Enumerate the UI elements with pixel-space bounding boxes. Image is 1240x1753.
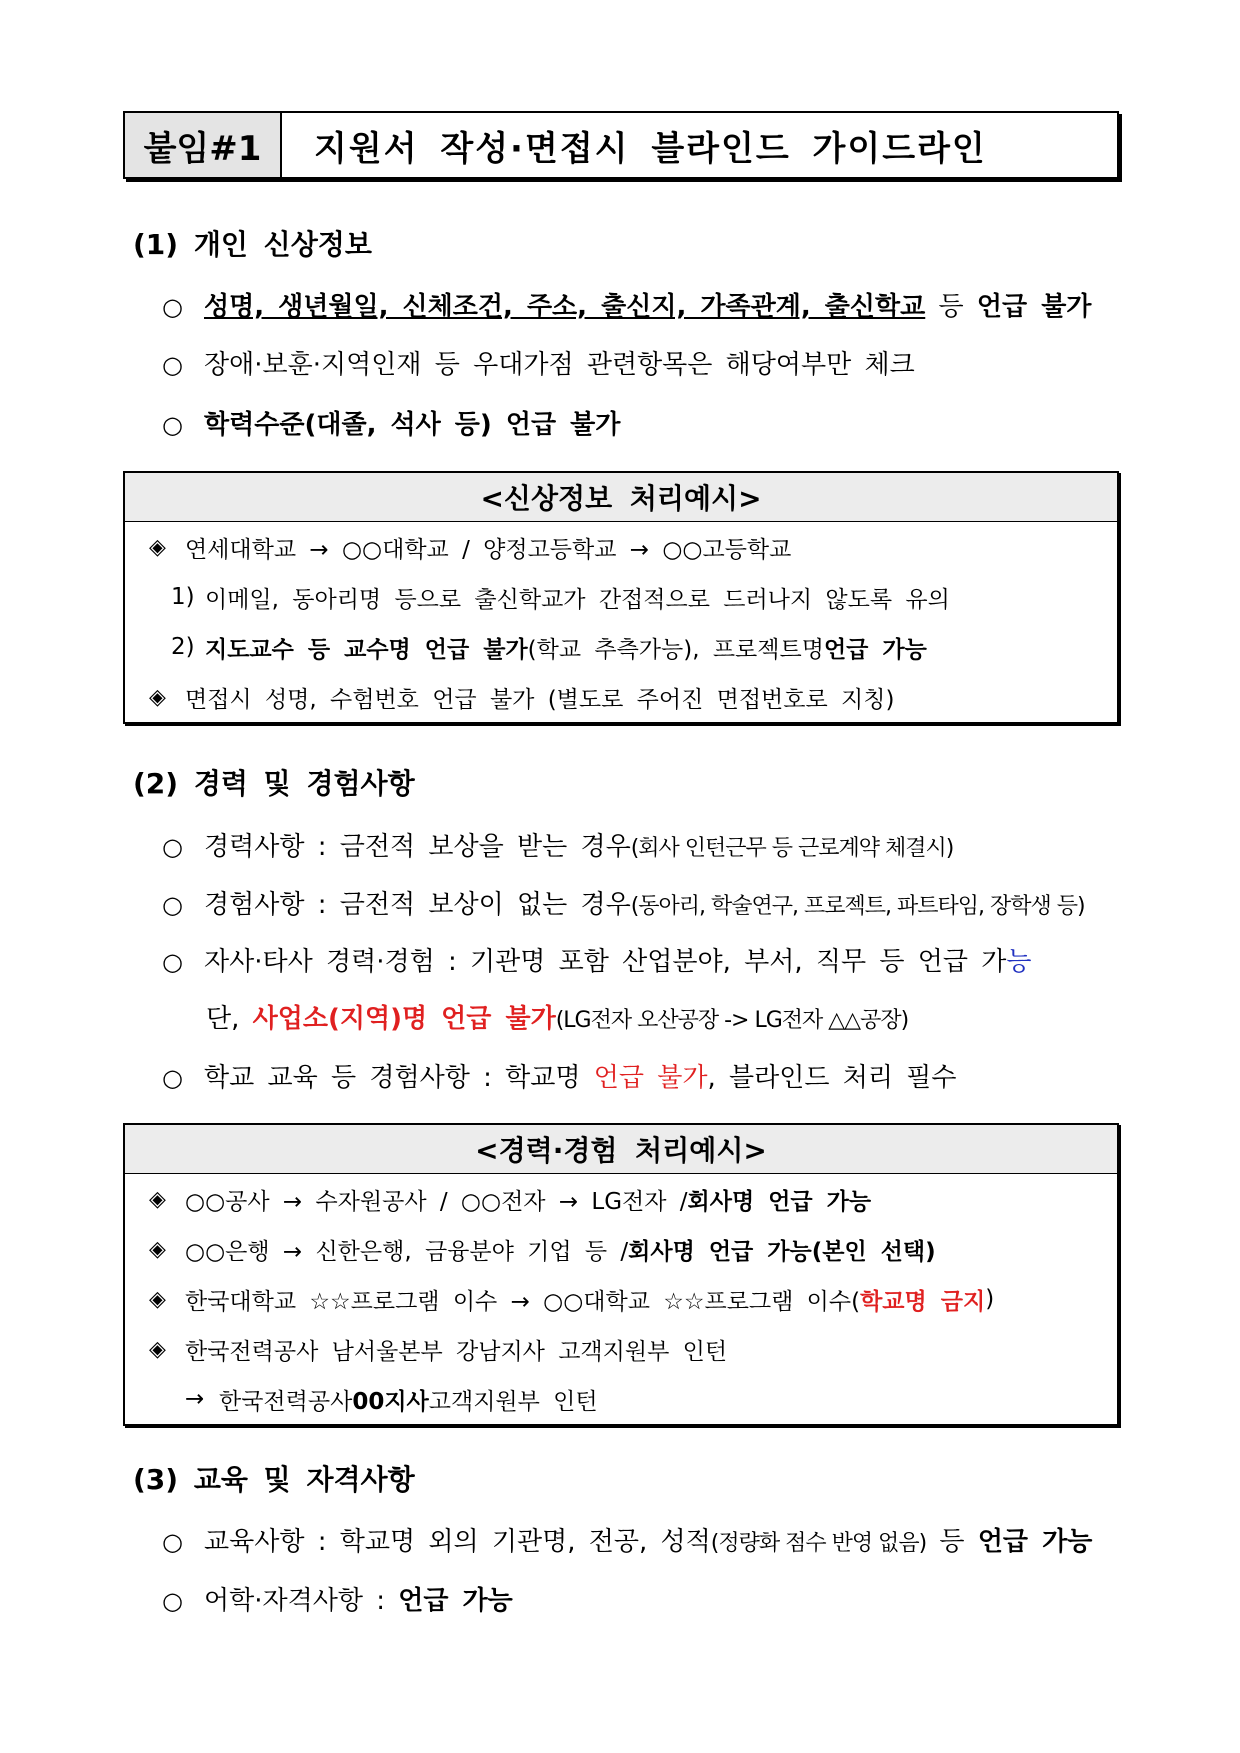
circle-bullet-icon: ○ [162,411,183,439]
circle-bullet-icon: ○ [162,948,183,976]
diamond-bullet-icon: ◈ [149,1336,166,1362]
attachment-tag: 붙임#1 [125,113,282,177]
document-title-box [123,111,1119,179]
example-line: 2) 지도교수 등 교수명 언급 불가 (학교 추측가능), 프로젝트명 언급 가능 [171,634,927,663]
example-line: ◈ ○○공사 → 수자원공사 / ○○전자 → LG전자 / 회사명 언급 가능 [149,1186,872,1215]
example-line: ◈ 한국전력공사 남서울본부 강남지사 고객지원부 인턴 [149,1336,728,1365]
section-2-title: (2) 경력 및 경험사항 [133,767,415,800]
example-box-title: <경력·경험 처리예시> [125,1125,1117,1174]
diamond-bullet-icon: ◈ [149,534,166,560]
example-line: ◈ 면접시 성명, 수험번호 언급 불가 (별도로 주어진 면접번호로 지칭) [149,684,895,713]
s2-bullet-3: ○ 자사·타사 경력·경험 : 기관명 포함 산업분야, 부서, 직무 등 언급 가능 [162,947,1032,977]
example-line: ◈ 연세대학교 → ○○대학교 / 양정고등학교 → ○○고등학교 [149,534,792,563]
personal-info-example-box [123,471,1119,724]
s2-bullet-4: ○ 학교 교육 등 경험사항 : 학교명 언급 불가, 블라인드 처리 필수 [162,1063,957,1093]
arrow-icon: → [185,1386,205,1412]
s1-bullet-1: ○ 성명, 생년월일, 신체조건, 주소, 출신지, 가족관계, 출신학교 등 언급 불가 [162,292,1092,322]
s3-bullet-2: ○ 어학·자격사항 : 언급 가능 [162,1586,513,1616]
example-line: ◈ 한국대학교 ☆☆프로그램 이수 → ○○대학교 ☆☆프로그램 이수( 학교명 금지 ) [149,1286,995,1315]
circle-bullet-icon: ○ [162,293,183,321]
circle-bullet-icon: ○ [162,1064,183,1092]
circle-bullet-icon: ○ [162,833,183,861]
diamond-bullet-icon: ◈ [149,1236,166,1262]
diamond-bullet-icon: ◈ [149,684,166,710]
circle-bullet-icon: ○ [162,1528,183,1556]
s1-bullet-3: ○ 학력수준(대졸, 석사 등) 언급 불가 [162,410,621,440]
circle-bullet-icon: ○ [162,891,183,919]
section-3-title: (3) 교육 및 자격사항 [133,1463,415,1496]
circle-bullet-icon: ○ [162,1587,183,1615]
example-line: → 한국전력공사 00지사 고객지원부 인턴 [185,1386,598,1415]
document-title: 지원서 작성·면접시 블라인드 가이드라인 [314,128,987,169]
section-1-title: (1) 개인 신상정보 [133,228,372,261]
diamond-bullet-icon: ◈ [149,1186,166,1212]
example-line: ◈ ○○은행 → 신한은행, 금융분야 기업 등 / 회사명 언급 가능(본인 선택) [149,1236,936,1265]
diamond-bullet-icon: ◈ [149,1286,166,1312]
career-example-box [123,1123,1119,1426]
s1-bullet-2: ○ 장애·보훈·지역인재 등 우대가점 관련항목은 해당여부만 체크 [162,350,915,380]
example-box-title: <신상정보 처리예시> [125,473,1117,522]
s2-bullet-3-note: 단, 사업소(지역)명 언급 불가(LG전자 오산공장 -> LG전자 △△공장) [206,1004,909,1034]
s3-bullet-1: ○ 교육사항 : 학교명 외의 기관명, 전공, 성적(정량화 점수 반영 없음) 등 언급 가능 [162,1527,1093,1557]
circle-bullet-icon: ○ [162,351,183,379]
s2-bullet-2: ○ 경험사항 : 금전적 보상이 없는 경우(동아리, 학술연구, 프로젝트, 파트타임, 장학생 등) [162,890,1085,920]
example-line: 1) 이메일, 동아리명 등으로 출신학교가 간접적으로 드러나지 않도록 유의 [171,584,950,613]
s2-bullet-1: ○ 경력사항 : 금전적 보상을 받는 경우(회사 인턴근무 등 근로계약 체결시) [162,832,954,862]
